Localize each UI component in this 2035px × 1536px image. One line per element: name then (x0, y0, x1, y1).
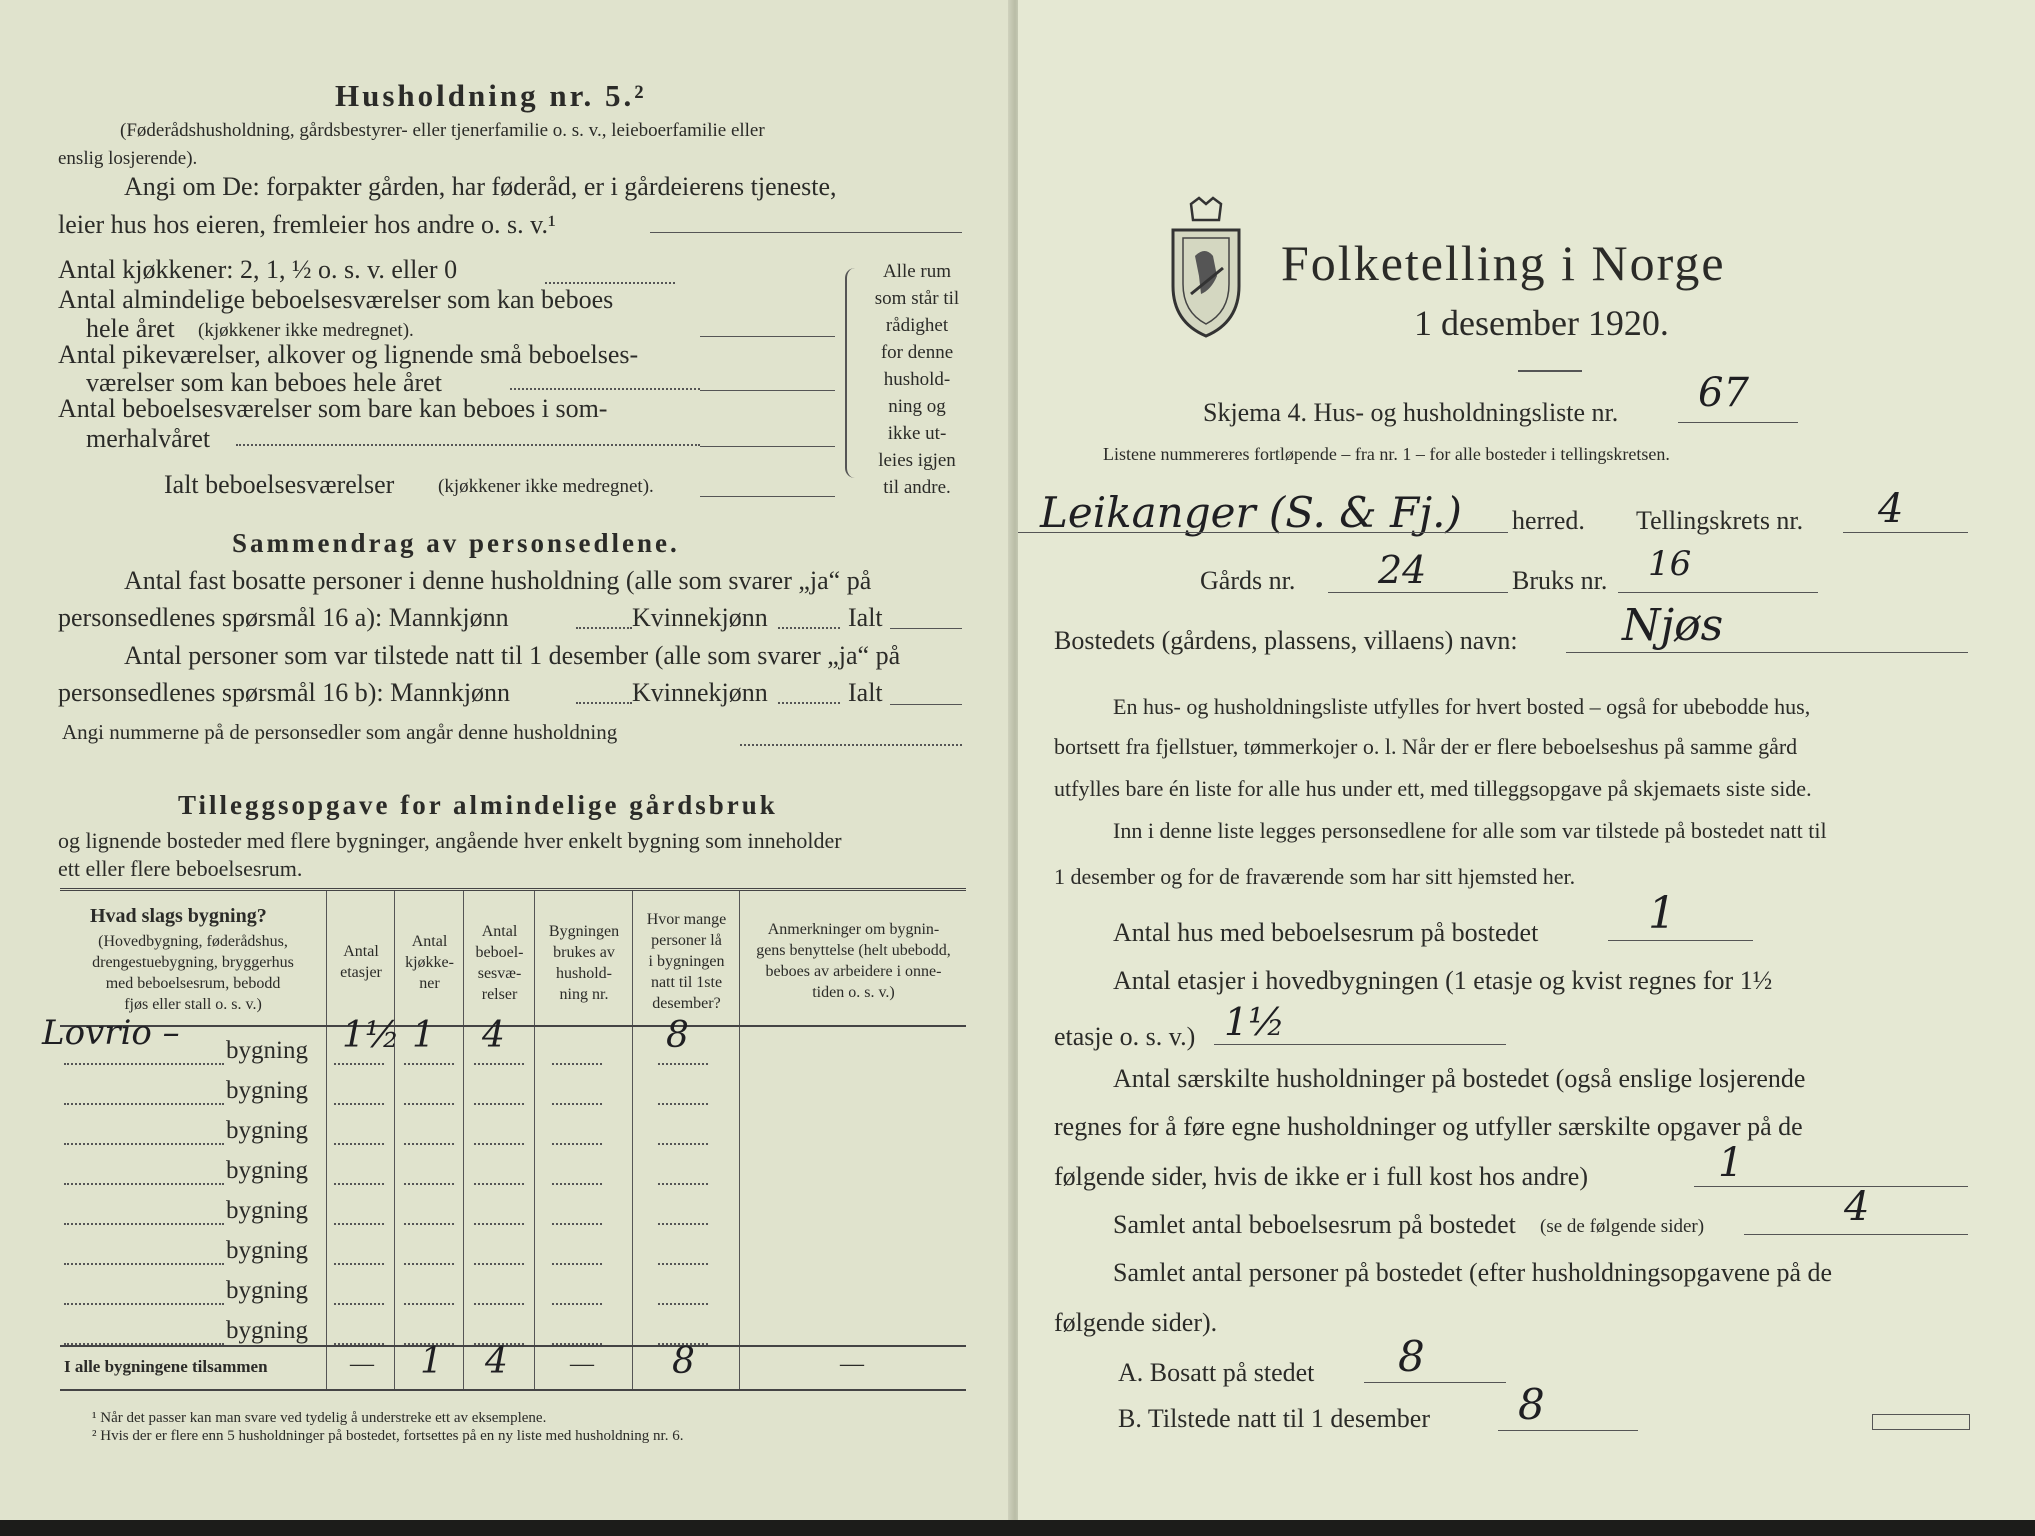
table-row (60, 1149, 966, 1189)
brace-note-line: ikke ut- (887, 423, 947, 444)
header-etasjer (328, 941, 394, 983)
total-vaerelser: 4 (485, 1341, 508, 1382)
census-date: 1 desember 1920. (1414, 303, 1669, 343)
tilstede-value: 8 (1518, 1380, 1545, 1429)
row-cell-dots (474, 1063, 524, 1065)
tilstede-line-1: Antal personer som var tilstede natt til 1 desember (alle som svarer „ja“ på (124, 641, 901, 670)
bosatt-value: 8 (1398, 1332, 1425, 1381)
row-cell-dots (552, 1063, 602, 1065)
row-etasjer-value: 1½ (342, 1015, 400, 1056)
header-anm-line: beboes av arbeidere i onne- (765, 963, 942, 980)
row-bygning-label: bygning (226, 1077, 308, 1104)
row-cell-dots (552, 1303, 602, 1305)
row-name-dots (64, 1343, 224, 1345)
total-brukes: — (570, 1351, 594, 1377)
table-row (60, 1269, 966, 1309)
header-personer-line: natt til 1ste (650, 974, 723, 991)
bruks-line (1618, 592, 1818, 593)
main-title: Folketelling i Norge (1281, 235, 1726, 291)
right-page (1018, 0, 2035, 1520)
kjokken-dots (545, 282, 675, 284)
nummer-label: Angi nummerne på de personsedler som angår denne husholdning (62, 720, 618, 744)
kjokken-label: Antal kjøkkener: 2, 1, ½ o. s. v. eller 0 (58, 255, 458, 284)
gards-line (1328, 592, 1508, 593)
ialt-label: Ialt beboelsesværelser (164, 470, 395, 499)
brace-note-line: til andre. (883, 477, 951, 498)
sommer-label-1: Antal beboelsesværelser som bare kan beboes i som- (58, 394, 608, 423)
header-etasjer-line: Antal (343, 943, 379, 960)
krets-value: 4 (1878, 486, 1904, 532)
tilstede-kvinne-label: Kvinnekjønn (632, 678, 768, 707)
tilstede-mann-dots (576, 702, 632, 704)
row-cell-dots (334, 1103, 384, 1105)
household-intro: (Føderådshusholdning, gårdsbestyrer- eller tjenerfamilie o. s. v., leieboerfamilie eller (120, 120, 765, 141)
header-bygning-sub-line: med beboelsesrum, bebodd (105, 975, 281, 992)
header-personer-line: desember? (652, 995, 721, 1012)
tilstede-kvinne-dots (778, 702, 840, 704)
printer-stamp (1872, 1414, 1970, 1430)
row-cell-dots (404, 1063, 454, 1065)
brace-icon (845, 268, 861, 478)
tilstede-label: B. Tilstede natt til 1 desember (1118, 1404, 1430, 1433)
tillegg-title: Tilleggsopgave for almindelige gårdsbruk (178, 790, 778, 820)
household-intro-2: enslig losjerende). (58, 148, 198, 169)
row-cell-dots (334, 1343, 384, 1345)
row-cell-dots (474, 1143, 524, 1145)
row-cell-dots (474, 1223, 524, 1225)
para2-line1: Inn i denne liste legges personsedlene for alle som var tilstede på bostedet natt til (1113, 818, 1827, 843)
brace-note-line: ning og (888, 396, 946, 417)
sommer-label-2: merhalvåret (86, 424, 211, 453)
row-cell-dots (474, 1263, 524, 1265)
scan-border (0, 1520, 2035, 1536)
etasjer-line (1214, 1044, 1506, 1045)
left-page (0, 0, 1012, 1520)
fast-line-2: personsedlenes spørsmål 16 a): Mannkjønn (58, 603, 509, 632)
etasjer-line-2: etasje o. s. v.) (1054, 1022, 1196, 1051)
row-bygning-label: bygning (226, 1237, 308, 1264)
alm-label-2: hele året (86, 314, 175, 343)
row-name-dots (64, 1143, 224, 1145)
brace-note-line: rådighet (885, 315, 949, 336)
header-brukes (536, 921, 632, 1005)
row-cell-dots (658, 1063, 708, 1065)
row-cell-dots (404, 1183, 454, 1185)
row-name-dots (64, 1223, 224, 1225)
sommer-dots (236, 444, 700, 446)
para1-line3: utfylles bare én liste for alle hus under ett, med tilleggsopgave på skjemaets siste side. (1054, 776, 1812, 801)
row-name-dots (64, 1303, 224, 1305)
row-cell-dots (474, 1303, 524, 1305)
samlet-rum-label-b: (se de følgende sider) (1540, 1216, 1705, 1237)
row-building-name: Lovrio – (42, 1013, 180, 1053)
row-name-dots (64, 1103, 224, 1105)
samlet-rum-value: 4 (1844, 1184, 1870, 1230)
row-cell-dots (658, 1143, 708, 1145)
tillegg-line-2: ett eller flere beboelsesrum. (58, 856, 303, 881)
header-bygning-sub-line: fjøs eller stall o. s. v.) (124, 996, 262, 1013)
bosted-label: Bostedets (gårdens, plassens, villaens) navn: (1054, 626, 1518, 655)
row-name-dots (64, 1183, 224, 1185)
household-title: Husholdning nr. 5.² (335, 78, 647, 113)
row-cell-dots (404, 1143, 454, 1145)
row-cell-dots (658, 1263, 708, 1265)
row-cell-dots (658, 1183, 708, 1185)
footnote-1: ¹ Når det passer kan man svare ved tydelig å understreke ett av eksemplene. (92, 1410, 547, 1426)
hus-value: 1 (1648, 888, 1676, 939)
herred-label: herred. (1512, 506, 1585, 535)
header-brukes-line: Bygningen (548, 923, 620, 940)
tilstede-ialt-label: Ialt (848, 678, 883, 707)
total-personer: 8 (672, 1341, 695, 1382)
table-row (60, 1189, 966, 1229)
header-kjokkener-line: kjøkke- (405, 954, 454, 971)
ialt-label-b: (kjøkkener ikke medregnet). (438, 476, 654, 497)
header-anm-line: gens benyttelse (helt ubebodd, (756, 942, 951, 959)
header-kjokkener (396, 931, 463, 994)
skjema-line (1678, 422, 1798, 423)
sarsk-value: 1 (1718, 1140, 1744, 1186)
row-cell-dots (404, 1103, 454, 1105)
row-cell-dots (334, 1063, 384, 1065)
sommer-line (700, 446, 835, 447)
row-cell-dots (552, 1103, 602, 1105)
skjema-label: Skjema 4. Hus- og husholdningsliste nr. (1203, 398, 1619, 427)
para1-line1: En hus- og husholdningsliste utfylles for hvert bosted – også for ubebodde hus, (1113, 694, 1811, 719)
title-rule (1518, 370, 1582, 372)
header-personer-line: personer lå (651, 932, 722, 949)
row-bygning-label: bygning (226, 1277, 308, 1304)
table-row (60, 1069, 966, 1109)
header-bygning-sub-line: (Hovedbygning, føderådshus, (98, 933, 288, 950)
samlet-rum-label: Samlet antal beboelsesrum på bostedet (1113, 1210, 1516, 1239)
bruks-label: Bruks nr. (1512, 566, 1608, 595)
row-bygning-label: bygning (226, 1117, 308, 1144)
row-personer-value: 8 (666, 1015, 689, 1056)
row-cell-dots (334, 1223, 384, 1225)
sarsk-line-1: Antal særskilte husholdninger på bostedet (også enslige losjerende (1113, 1064, 1806, 1093)
krets-line (1843, 532, 1968, 533)
row-cell-dots (404, 1223, 454, 1225)
sarsk-line-3: følgende sider, hvis de ikke er i full kost hos andre) (1054, 1162, 1588, 1191)
hus-label: Antal hus med beboelsesrum på bostedet (1113, 918, 1539, 947)
table-row (60, 1109, 966, 1149)
tilstede-line (1498, 1430, 1638, 1431)
herred-line (1018, 532, 1508, 533)
fast-kvinne-label: Kvinnekjønn (632, 603, 768, 632)
header-bygning-sub-line: drengestuebygning, bryggerhus (92, 954, 294, 971)
etasjer-value: 1½ (1224, 1000, 1286, 1044)
header-vaerelser-line: beboel- (475, 944, 524, 961)
angi-line-1: Angi om De: forpakter gården, har føderåd, er i gårdeierens tjeneste, (124, 172, 837, 201)
hus-line (1608, 940, 1753, 941)
header-personer (634, 909, 739, 1014)
building-table (42, 888, 966, 1391)
fast-line-1: Antal fast bosatte personer i denne husholdning (alle som svarer „ja“ på (124, 566, 872, 595)
brace-note-line: for denne (880, 342, 954, 363)
pike-label-2: værelser som kan beboes hele året (86, 368, 442, 397)
pike-line (700, 390, 835, 391)
header-personer-line: i bygningen (648, 953, 725, 970)
fast-kvinne-dots (778, 627, 840, 629)
row-cell-dots (552, 1143, 602, 1145)
krets-label: Tellingskrets nr. (1636, 506, 1804, 535)
row-vaerelser-value: 4 (482, 1015, 505, 1056)
total-label: I alle bygningene tilsammen (64, 1357, 268, 1376)
sammendrag-title: Sammendrag av personsedlene. (232, 528, 680, 558)
total-anm: — (840, 1351, 864, 1377)
angi-answer-line (650, 232, 962, 233)
tillegg-line-1: og lignende bosteder med flere bygninger, angående hver enkelt bygning som inneholder (58, 828, 842, 853)
header-brukes-line: brukes av (553, 944, 615, 961)
bosted-value: Njøs (1622, 600, 1724, 651)
skjema-number: 67 (1698, 370, 1749, 416)
row-cell-dots (334, 1303, 384, 1305)
header-kjokkener-line: Antal (411, 933, 448, 950)
brace-note (862, 258, 972, 501)
row-bygning-label: bygning (226, 1157, 308, 1184)
table-row (60, 1229, 966, 1269)
gards-value: 24 (1378, 548, 1427, 592)
norway-coat-of-arms-icon (1161, 194, 1251, 344)
listene-note: Listene nummereres fortløpende – fra nr. 1 – for alle bosteder i tellingskretsen. (1103, 444, 1670, 464)
row-cell-dots (552, 1263, 602, 1265)
header-bygning-title: Hvad slags bygning? (90, 905, 267, 927)
fast-ialt-label: Ialt (848, 603, 883, 632)
total-etasjer: — (350, 1351, 374, 1377)
row-cell-dots (334, 1143, 384, 1145)
header-bygning-sub (60, 931, 326, 1015)
row-cell-dots (552, 1343, 602, 1345)
header-vaerelser-line: Antal (481, 923, 518, 940)
header-brukes-line: hushold- (556, 965, 612, 982)
pike-dots (510, 388, 700, 390)
row-cell-dots (552, 1223, 602, 1225)
header-vaerelser-line: relser (481, 986, 518, 1003)
footnote-2: ² Hvis der er flere enn 5 husholdninger på bostedet, fortsettes på en ny liste med husholdning nr. 6. (92, 1428, 684, 1444)
para2-line2: 1 desember og for de fraværende som har sitt hjemsted her. (1054, 864, 1576, 889)
bosatt-line (1364, 1382, 1506, 1383)
row-cell-dots (474, 1103, 524, 1105)
alm-label-1: Antal almindelige beboelsesværelser som kan beboes (58, 285, 614, 314)
fast-ialt-line (890, 628, 962, 629)
header-vaerelser-line: sesvæ- (477, 965, 522, 982)
header-etasjer-line: etasjer (340, 964, 382, 981)
header-personer-line: Hvor mange (646, 911, 727, 928)
row-bygning-label: bygning (226, 1197, 308, 1224)
row-cell-dots (658, 1303, 708, 1305)
brace-note-line: hushold- (883, 369, 951, 390)
nummer-dots (740, 744, 962, 746)
total-kjokkener: 1 (420, 1341, 443, 1382)
fast-mann-dots (576, 627, 632, 629)
sarsk-line (1694, 1186, 1968, 1187)
header-kjokkener-line: ner (419, 975, 440, 992)
sarsk-line-2: regnes for å føre egne husholdninger og utfyller særskilte opgaver på de (1054, 1112, 1803, 1141)
row-cell-dots (404, 1263, 454, 1265)
header-anmerkninger (741, 919, 966, 1003)
alm-label-2b: (kjøkkener ikke medregnet). (198, 320, 414, 341)
row-cell-dots (474, 1183, 524, 1185)
row-cell-dots (658, 1223, 708, 1225)
brace-note-line: som står til (874, 288, 960, 309)
row-cell-dots (552, 1183, 602, 1185)
samlet-pers-line-1: Samlet antal personer på bostedet (efter husholdningsopgavene på de (1113, 1258, 1833, 1287)
bosatt-label: A. Bosatt på stedet (1118, 1358, 1315, 1387)
angi-line-2: leier hus hos eieren, fremleier hos andre o. s. v.¹ (58, 210, 556, 239)
para1-line2: bortsett fra fjellstuer, tømmerkojer o. l. Når der er flere beboelseshus på samme gård (1054, 734, 1798, 759)
brace-note-line: Alle rum (882, 261, 952, 282)
herred-value: Leikanger (S. & Fj.) (1040, 488, 1462, 537)
row-bygning-label: bygning (226, 1317, 308, 1344)
row-cell-dots (334, 1263, 384, 1265)
samlet-pers-line-2: følgende sider). (1054, 1308, 1218, 1337)
ialt-line (700, 496, 835, 497)
bosted-line (1566, 652, 1968, 653)
header-vaerelser (465, 921, 534, 1005)
header-anm-line: Anmerkninger om bygnin- (767, 921, 940, 938)
header-anm-line: tiden o. s. v.) (812, 984, 895, 1001)
row-kjokkener-value: 1 (412, 1015, 435, 1056)
table-row (60, 1309, 966, 1349)
row-name-dots (64, 1263, 224, 1265)
row-cell-dots (658, 1103, 708, 1105)
row-cell-dots (404, 1303, 454, 1305)
tilstede-ialt-line (890, 704, 962, 705)
samlet-rum-line (1744, 1234, 1968, 1235)
header-brukes-line: ning nr. (559, 986, 609, 1003)
pike-label-1: Antal pikeværelser, alkover og lignende små beboelses- (58, 340, 639, 369)
table-row (42, 1013, 966, 1069)
row-cell-dots (334, 1183, 384, 1185)
gards-label: Gårds nr. (1200, 566, 1296, 595)
row-bygning-label: bygning (226, 1037, 308, 1064)
brace-note-line: leies igjen (878, 450, 956, 471)
tilstede-line-2: personsedlenes spørsmål 16 b): Mannkjønn (58, 678, 511, 707)
bruks-value: 16 (1648, 544, 1692, 584)
alm-line (700, 336, 835, 337)
etasjer-line-1: Antal etasjer i hovedbygningen (1 etasje og kvist regnes for 1½ (1113, 966, 1773, 995)
row-name-dots (64, 1063, 224, 1065)
